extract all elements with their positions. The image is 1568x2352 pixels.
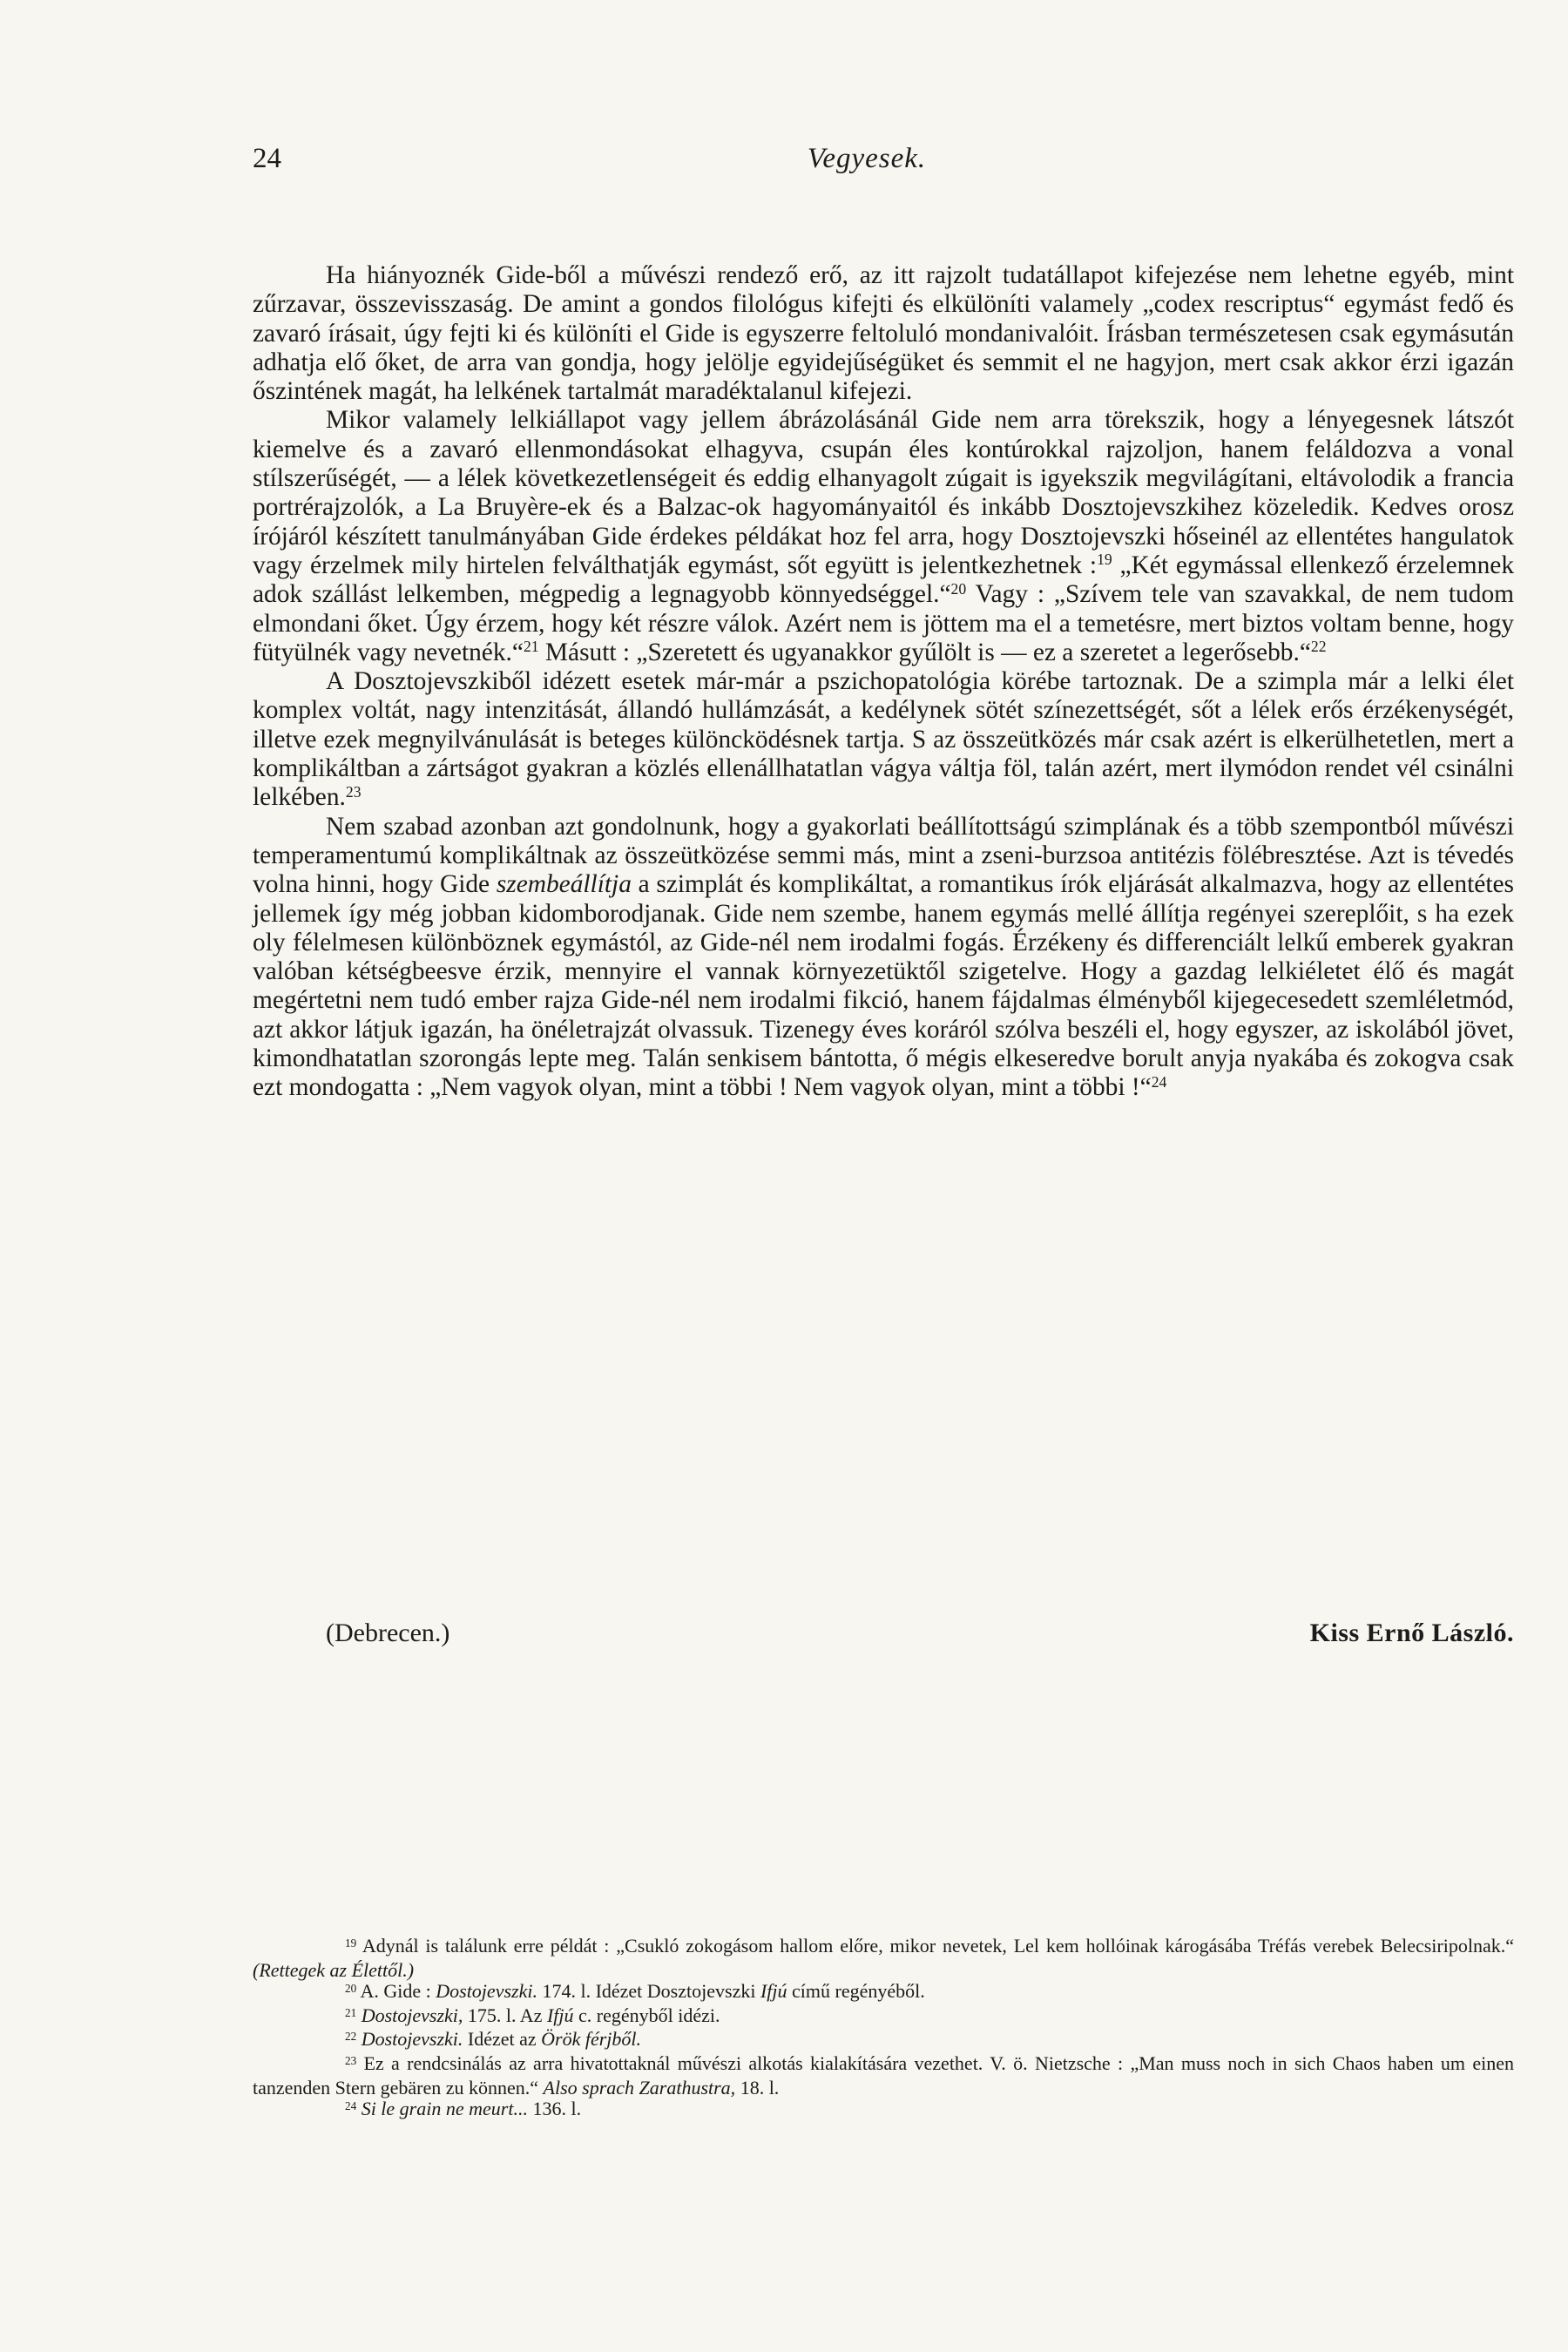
footnote-italic: Dostojevszki. (356, 2028, 463, 2051)
paragraph-2-text-a: Mikor valamely lelkiállapot vagy jellem ábrázolásánál Gide nem arra törekszik, hogy a lényegesnek látszót kiemelve és a zavaró ellenmondásokat elhagyva, csupán éles kontúrokkal rajzoljon, hanem feláldozva a vonal stílszerűségét, — a lélek következetlenségeit és eddig elhanyagolt zúgait is igyekszik megvilágítani, eltávolodik a francia portrérajzolók, a La Bruyère-ek és a Balzac-ok hagyományaitól és inkább Dosztojevszkihez közeledik. Kedves orosz írójáról készített tanulmányában Gide érdekes példákat hoz fel arra, hogy Dosztojevszki hőseinél az ellentétes hangulatok vagy érzelmek mily hirtelen felválthatják egymást, sőt együtt is jelentkezhetnek : (253, 406, 1514, 579)
paragraph-4-text-a: Nem szabad azonban azt gondolnunk, hogy a gyakorlati beállítottságú szimplának és a több szempontból művészi temperamentumú komplikáltnak az összeütközése semmi más, mint a zseni-burzsoa antitézis fölébresztése. Azt is tévedés volna hinni, hogy Gide (253, 812, 1514, 899)
footnote-italic: (Rettegek az Élettől.) (253, 1958, 415, 1981)
footnote-text: Ez a rendcsinálás az arra hivatottaknál művészi alkotás kialakítására vezethet. V. ö. Nietzsche : „Man muss noch in sich Chaos haben um einen tanzenden Stern gebären zu können.“ (253, 2051, 1514, 2099)
footnote-text: A. Gide : (356, 1980, 436, 2003)
footnote-21 (253, 2005, 1514, 2030)
footnote-text: 136. l. (527, 2098, 582, 2120)
paragraph-3 (253, 667, 1514, 812)
footnote-italic: Dostojevszki, (356, 2004, 463, 2026)
footnote-text: c. regényből idézi. (573, 2004, 720, 2026)
footnote-number: 19 (345, 1936, 357, 1950)
footnote-ref-19: 19 (1097, 551, 1112, 569)
footnote-ref-23: 23 (345, 782, 362, 801)
footnote-23 (253, 2053, 1514, 2099)
footnote-24 (253, 2099, 1514, 2123)
signature-place: (Debrecen.) (326, 1619, 450, 1647)
footnote-number: 22 (345, 2030, 357, 2044)
footnote-text: Adynál is találunk erre példát : „Csukló zokogásom hallom előre, mikor nevetek, Lel kem hollóinak károgásába Tréfás verebek Belecsiripolnak.“ (356, 1935, 1514, 1957)
footnote-text: 174. l. Idézet Dosztojevszki (537, 1980, 760, 2003)
signature-line (253, 1619, 1514, 1653)
signature-author: Kiss Ernő László. (1309, 1619, 1514, 1647)
footnotes (253, 1936, 1514, 2123)
footnote-number: 23 (345, 2054, 357, 2068)
footnote-text: 175. l. Az (463, 2004, 547, 2026)
footnote-number: 20 (345, 1982, 357, 1996)
paragraph-1 (253, 261, 1514, 406)
paragraph-1-text: Ha hiányoznék Gide-ből a művészi rendező erő, az itt rajzolt tudatállapot kifejezése nem lehetne egyéb, mint zűrzavar, összevisszaság. De amint a gondos filológus kifejti és elkülöníti valamely „codex rescriptus“ egymást fedő és zavaró írásait, úgy fejti ki és különíti el Gide is egyszerre feltoluló mondanivalóit. Írásban természetesen csak egymásután adhatja elő őket, de arra van gondja, hogy jelölje egyidejűségüket és semmit el ne hagyjon, mert csak akkor érzi igazán őszintének magát, ha lelkének tartalmát maradéktalanul kifejezi. (253, 261, 1514, 406)
paragraph-2-text-b: „Két egymással ellenkező érzelemnek adok szállást lelkemben, mégpedig a legnagyobb könnyedséggel.“ (253, 551, 1515, 609)
paragraph-4-italic: szembeállítja (496, 870, 632, 899)
footnote-italic: Dostojevszki. (436, 1980, 537, 2003)
footnote-italic: Örök férjből. (541, 2028, 642, 2051)
footnote-22 (253, 2029, 1514, 2053)
footnote-number: 21 (345, 2005, 357, 2019)
footnote-text: Idézet az (463, 2028, 542, 2051)
paragraph-2-text-d: Másutt : „Szeretett és ugyanakkor gyűlölt is — ez a szeretet a legerősebb.“ (538, 638, 1311, 666)
paragraph-3-text: A Dosztojevszkiből idézett esetek már-már a pszichopatológia körébe tartoznak. De a szimpla már a lelki élet komplex voltát, nagy intenzitását, állandó hullámzását, a kedélynek sötét színezettségét, sőt a lélek erős érzékenységét, illetve ezek megnyilvánulását is beteges különcködésnek tartja. S az összeütközés már csak azért is elkerülhetetlen, mert a komplikáltban a zártságot gyakran a közlés ellenállhatatlan vágya váltja föl, talán azért, mert ilymódon rendet vél csinálni lelkében. (253, 667, 1514, 812)
running-title: Vegyesek. (807, 143, 927, 174)
footnote-19 (253, 1936, 1514, 1981)
body-text (253, 261, 1514, 1103)
footnote-20 (253, 1981, 1514, 2005)
paragraph-2 (253, 406, 1514, 667)
footnote-ref-21: 21 (523, 638, 539, 656)
footnote-italic: Also sprach Zarathustra, (543, 2076, 736, 2099)
footnote-italic: Ifjú (546, 2004, 574, 2026)
footnote-ref-20: 20 (950, 579, 967, 598)
footnote-text: 18. l. (735, 2076, 780, 2099)
footnote-number: 24 (345, 2099, 357, 2113)
page-number: 24 (253, 143, 281, 174)
footnote-ref-22: 22 (1310, 638, 1327, 656)
footnote-text: című regényéből. (787, 1980, 925, 2003)
footnote-italic: Ifjú (760, 1980, 787, 2003)
paragraph-2-text-c: Vagy : „Szívem tele van szavakkal, de nem tudom elmondani őket. Úgy érzem, hogy két részre válok. Azért nem is jöttem ma el a temetésre, mert biztos voltam benne, hogy fütyülnék vagy nevetnék.“ (253, 580, 1514, 666)
footnote-ref-24: 24 (1151, 1072, 1167, 1091)
footnote-italic: Si le grain ne meurt... (356, 2098, 528, 2120)
paragraph-4-text-b: a szimplát és komplikáltat, a romantikus írók eljárását alkalmazva, hogy az ellentétes jellemek így még jobban kidomborodjanak. Gide nem szembe, hanem egymás mellé állítja regényei szereplőit, s ha ezek oly félelmesen különböznek egymástól, az Gide-nél nem irodalmi fogás. Érzékeny és differenciált lelkű emberek gyakran valóban kétségbeesve érzik, mennyire el vannak környezetüktől szigetelve. Hogy a gazdag lelkiéletet élő és magát megértetni nem tudó ember rajza Gide-nél nem irodalmi fikció, hanem fájdalmas élményből kijegecesedett szemléletmód, azt akkor látjuk igazán, ha önéletrajzát olvassuk. Tizenegy éves koráról szólva beszéli el, hogy egyszer, az iskolából jövet, kimondhatatlan szorongás lepte meg. Talán senkisem bántotta, ő mégis elkeseredve borult anyja nyakába és zokogva csak ezt mondogatta : „Nem vagyok olyan, mint a többi ! Nem vagyok olyan, mint a többi !“ (253, 870, 1514, 1102)
page-header (253, 143, 1516, 185)
paragraph-4 (253, 813, 1514, 1103)
